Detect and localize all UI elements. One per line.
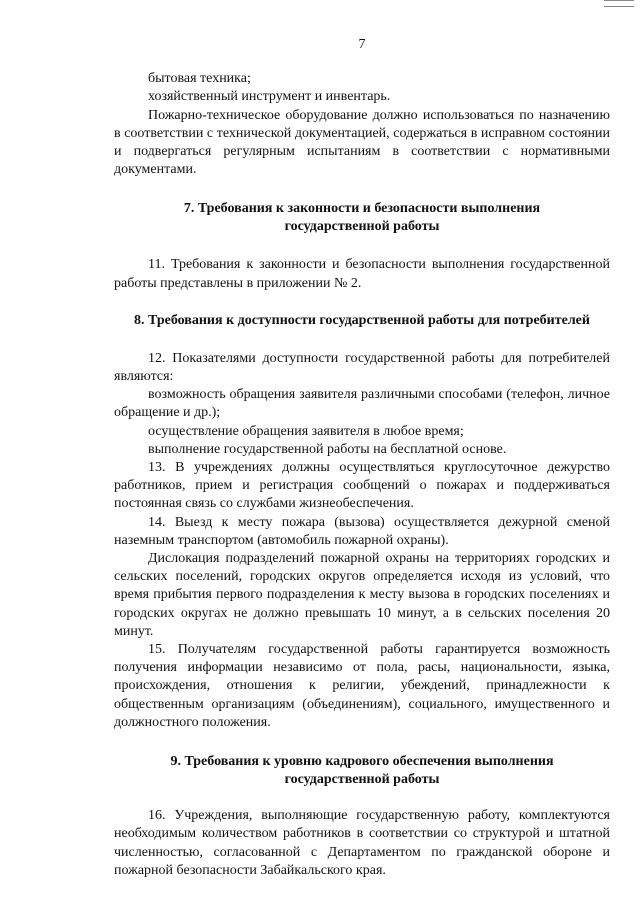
document-page xyxy=(114,36,610,880)
section-8-heading: 8. Требования к доступности государственной работы для потребителей xyxy=(134,312,590,328)
intro-line-1: бытовая техника; xyxy=(148,71,251,87)
section-9-heading-line-2: государственной работы xyxy=(284,772,440,788)
section-7-heading-line-2: государственной работы xyxy=(284,219,440,235)
intro-line-2: хозяйственный инструмент и инвентарь. xyxy=(148,89,391,105)
corner-mark xyxy=(604,0,634,7)
page-number: 7 xyxy=(358,37,366,52)
list-item: осуществление обращения заявителя в любое время; xyxy=(148,423,464,439)
paragraph-13: 13. В учреждениях должны осуществляться круглосуточное дежурство работников, прием и регистрация сообщений о пожарах и поддерживаться постоянная связь со службами жизнеобеспечения. xyxy=(114,460,610,512)
paragraph-15: 15. Получателям государственной работы гарантируется возможность получения информации независимо от пола, расы, национальности, языка, происхождения, отношения к религии, убеждений, принадлежности к общественным организациям (объединениям), социального, имущественного и должностного положения. xyxy=(114,642,610,730)
section-7-heading-line-1: 7. Требования к законности и безопасности выполнения xyxy=(183,201,541,217)
paragraph-12: 12. Показателями доступности государственной работы для потребителей являются: xyxy=(114,350,610,385)
list-item: выполнение государственной работы на бесплатной основе. xyxy=(148,441,507,457)
paragraph-14-dislocation: Дислокация подразделений пожарной охраны на территориях городских и сельских поселений, городских округов определяется исходя из условий, что время прибытия первого подразделения к месту вызова в городских поселениях и городских округах не должно превышать 10 минут, а в сельских поселения 20 минут. xyxy=(114,551,610,639)
paragraph-16: 16. Учреждения, выполняющие государственную работу, комплектуются необходимым количеством работников в соответствии со структурой и штатной численностью, согласованной с Департаментом по гражданской обороне и пожарной безопасности Забайкальского края. xyxy=(114,808,610,878)
paragraph-11: 11. Требования к законности и безопасности выполнения государственной работы представлены в приложении № 2. xyxy=(114,257,610,291)
section-9-heading-line-1: 9. Требования к уровню кадрового обеспечения выполнения xyxy=(170,754,554,770)
intro-paragraph: Пожарно-техническое оборудование должно использоваться по назначению в соответствии с технической документацией, содержаться в исправном состоянии и подвергаться регулярным испытаниям в соответствии с нормативными документами. xyxy=(114,107,610,178)
section-7-heading xyxy=(114,200,610,236)
paragraph-14: 14. Выезд к месту пожара (вызова) осуществляется дежурной сменой наземным транспортом (автомобиль пожарной охраны). xyxy=(114,514,610,548)
list-item: возможность обращения заявителя различными способами (телефон, личное обращение и др.); xyxy=(114,387,610,421)
section-9-heading xyxy=(114,753,610,789)
